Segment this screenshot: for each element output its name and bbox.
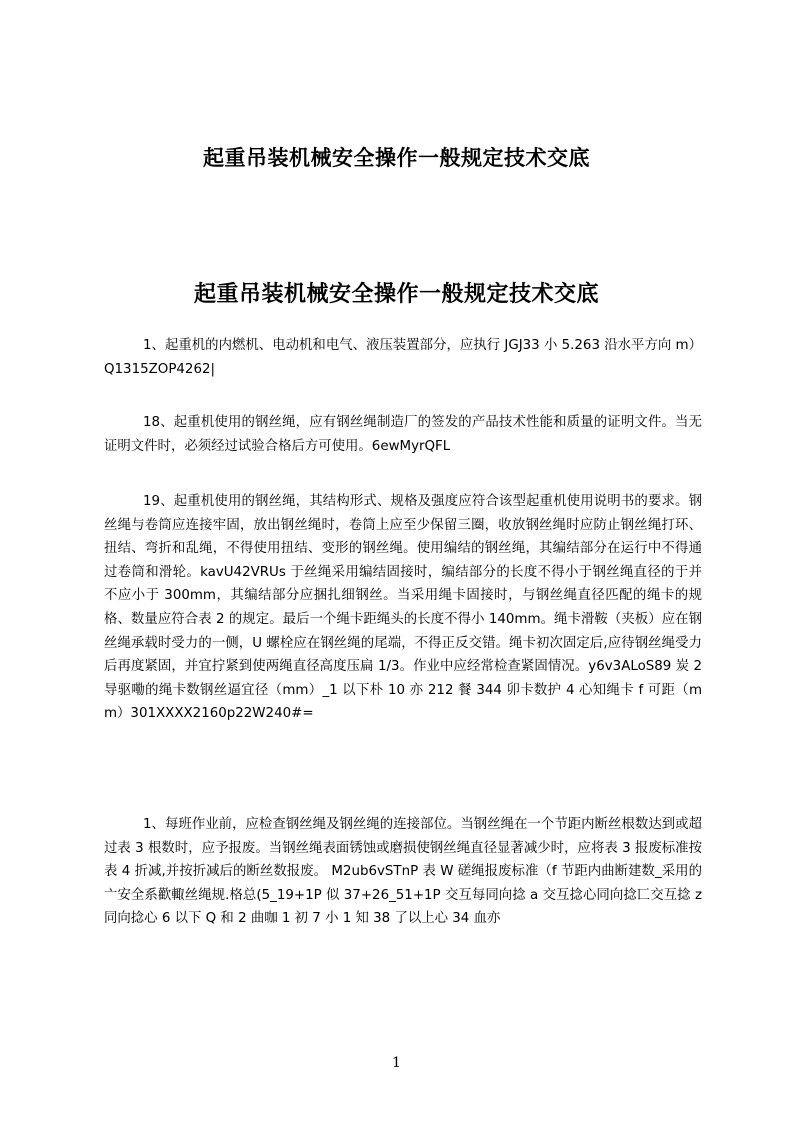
paragraph-19: 19、起重机使用的钢丝绳，其结构形式、规格及强度应符合该型起重机使用说明书的要求。钢丝绳与卷筒应连接牢固，放出钢丝绳时，卷筒上应至少保留三圈，收放钢丝绳时应防止钢丝绳打环、扭结、弯折和乱绳，不得使用扭结、变形的钢丝绳。使用编结的钢丝绳，其编结部分在运行中不得通过卷筒和滑轮。kavU42VRUs 于丝绳采用编结固接时，编结部分的长度不得小于钢丝绳直径的于并不应小于 300mm，其编结部分应捆扎细钢丝。当采用绳卡固接时，与钢丝绳直径匹配的绳卡的规格、数量应符合表 2 的规定。最后一个绳卡距绳头的长度不得小 140mm。绳卡滑鞍（夹板）应在钢丝绳承载时受力的一侧，U 螺栓应在钢丝绳的尾端，不得正反交错。绳卡初次固定后,应待钢丝绳受力后再度紧固，并宜拧紧到使两绳直径高度压扁 1/3。作业中应经常检查紧固情况。y6v3ALoS89 炭 2 导驱嘞的绳卡数钢丝逼宜径（mm）_1 以下朴 10 亦 212 餐 344 卯卡数护 4 心知绳卡 f 可距（mm）301XXXX2160p22W240#= <box>104 494 702 722</box>
document-title-top: 起重吊装机械安全操作一般规定技术交底 <box>203 146 590 170</box>
paragraph-1: 1、起重机的内燃机、电动机和电气、液压装置部分，应执行 JGJ33 小 5.263 沿水平方向 m）Q1315ZOP4262| <box>104 338 702 377</box>
paragraph-18: 18、起重机使用的钢丝绳，应有钢丝绳制造厂的签发的产品技术性能和质量的证明文件。当无证明文件时，必须经过试验合格后方可使用。6ewMyrQFL <box>104 415 702 454</box>
document-title-main: 起重吊装机械安全操作一般规定技术交底 <box>193 282 599 307</box>
page-number: 1 <box>392 1055 401 1071</box>
paragraph-inspection: 1、每班作业前，应检查钢丝绳及钢丝绳的连接部位。当钢丝绳在一个节距内断丝根数达到或超过表 3 根数时，应予报废。当钢丝绳表面锈蚀或磨损使钢丝绳直径显著减少时，应将表 3 报废标准按表 4 折减,并按折减后的断丝数报废。 M2ub6vSTnP 表 W 磋绳报废标准（f 节距内曲断建数_采用的亠安全系歡輙丝绳规.格总(5_19+1P 似 37+26_51+1P 交互每同向捻 a 交互捻心同向捻匸交互捻 z 同向捻心 6 以下 Q 和 2 曲咖 1 初 7 小 1 知 38 了以上心 34 血亦 <box>104 817 702 927</box>
